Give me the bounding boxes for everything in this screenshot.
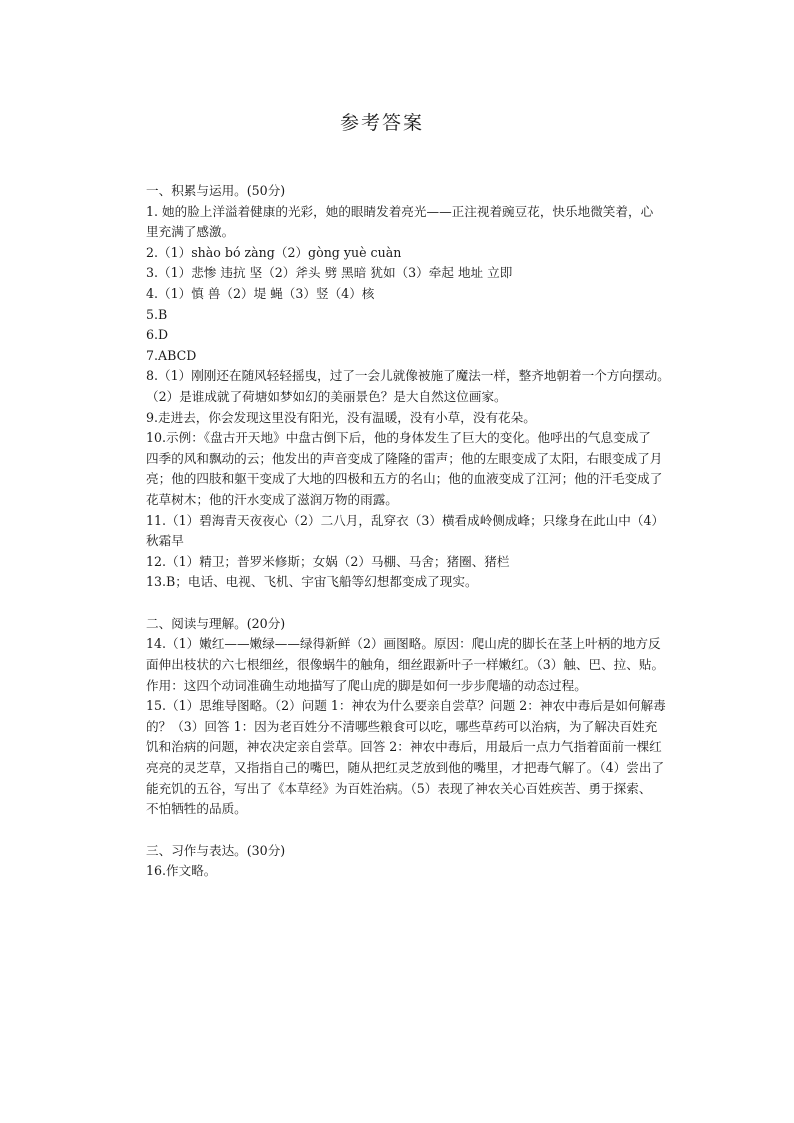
answer-line: 亮亮的灵芝草，又指指自己的嘴巴，随从把红灵芝放到他的嘴里，才把毒气解了。（4）尝出了 xyxy=(146,760,665,776)
answer-line: 7.ABCD xyxy=(146,347,197,363)
answer-line: 10.示例：《盘古开天地》中盘古倒下后，他的身体发生了巨大的变化。他呼出的气息变成了 xyxy=(146,430,651,446)
answer-line: 12.（1）精卫；普罗米修斯；女娲（2）马棚、马舍；猪圈、猪栏 xyxy=(146,553,510,569)
answer-line: 11.（1）碧海青天夜夜心（2）二八月，乱穿衣（3）横看成岭侧成峰；只缘身在此山中（4） xyxy=(146,512,665,528)
answer-line: 面伸出枝状的六七根细丝，很像蜗牛的触角，细丝跟新叶子一样嫩红。（3）触、巴、拉、贴。 xyxy=(146,657,665,673)
answer-line: 6.D xyxy=(146,327,169,343)
page-title: 参考答案 xyxy=(339,112,424,134)
answer-line: （2）是谁成就了荷塘如梦如幻的美丽景色？是大自然这位画家。 xyxy=(146,388,507,404)
answer-line: 亮；他的四肢和躯干变成了大地的四极和五方的名山；他的血液变成了江河；他的汗毛变成了 xyxy=(146,471,663,487)
answer-line: 15.（1）思维导图略。（2）问题 1：神农为什么要亲自尝草？问题 2：神农中毒后是如何解毒 xyxy=(146,698,666,714)
answer-line: 9.走进去，你会发现这里没有阳光，没有温暖，没有小草，没有花朵。 xyxy=(146,409,536,425)
answer-line: 花草树木；他的汗水变成了滋润万物的雨露。 xyxy=(146,491,398,507)
section-spacer xyxy=(146,593,736,614)
answer-line: 4.（1）慎 兽（2）堤 蝇（3）竖（4）核 xyxy=(146,285,375,301)
answer-line: 1. 她的脸上洋溢着健康的光彩，她的眼睛发着亮光——正注视着豌豆花，快乐地微笑着，心 xyxy=(146,203,654,219)
answer-line: 作用：这四个动词准确生动地描写了爬山虎的脚是如何一步步爬墙的动态过程。 xyxy=(146,677,587,693)
answer-line: 13.B；电话、电视、飞机、宇宙飞船等幻想都变成了现实。 xyxy=(146,574,478,590)
answer-line: 里充满了感激。 xyxy=(146,224,235,240)
answer-line: 8.（1）刚刚还在随风轻轻摇曳，过了一会儿就像被施了魔法一样，整齐地朝着一个方向摆动。 xyxy=(146,368,670,384)
answer-line: 秋霜早 xyxy=(146,533,184,549)
answer-line: 3.（1）悲惨 违抗 坚（2）斧头 劈 黑暗 犹如（3）牵起 地址 立即 xyxy=(146,265,513,281)
answer-line: 14.（1）嫩红——嫩绿——绿得新鲜（2）画图略。原因：爬山虎的脚长在茎上叶柄的地方反 xyxy=(146,636,661,652)
answer-line: 四季的风和飘动的云；他发出的声音变成了隆隆的雷声；他的左眼变成了太阳，右眼变成了月 xyxy=(146,450,663,466)
answer-line: 5.B xyxy=(146,306,168,322)
answer-line: 的？（3）回答 1：因为老百姓分不清哪些粮食可以吃，哪些草药可以治病，为了解决百姓充 xyxy=(146,718,658,734)
section-heading: 三、习作与表达。(30分) xyxy=(146,842,286,858)
answer-line: 饥和治病的问题，神农决定亲自尝草。回答 2：神农中毒后，用最后一点力气指着面前一棵红 xyxy=(146,739,662,755)
answer-line: 能充饥的五谷，写出了《本草经》为百姓治病。（5）表现了神农关心百姓疾苦、勇于探索、 xyxy=(146,780,652,796)
answer-content xyxy=(146,181,736,882)
answer-line: 16.作文略。 xyxy=(146,863,217,879)
answer-line: 2.（1）shào bó zàng（2）gòng yuè cuàn xyxy=(146,244,402,260)
section-spacer xyxy=(146,820,736,841)
section-heading: 一、积累与运用。(50分) xyxy=(146,183,286,198)
answer-line: 不怕牺牲的品质。 xyxy=(146,801,247,817)
section-heading: 二、阅读与理解。(20分) xyxy=(146,615,286,631)
